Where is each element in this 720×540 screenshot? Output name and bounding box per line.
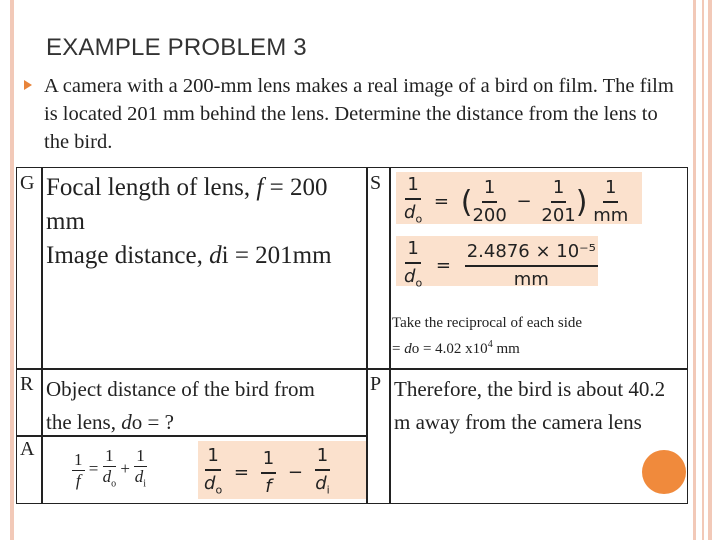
left-decorative-border	[10, 0, 14, 540]
given-image-label: Image distance,	[46, 242, 210, 269]
problem-statement: A camera with a 200-mm lens makes a real image of a bird on film. The film is located 201 mm behind the lens. Determine the distance from the lens to the bird.	[44, 75, 674, 153]
solution-equation-1: $\frac{1}{d_o}$ = ( $\frac{1}{200}$ − $\frac{1}{201}$ ) $\frac{1}{mm}$	[396, 172, 642, 224]
given-image-var: d	[209, 242, 222, 269]
solution-equation-2: $\frac{1}{d_o}$ = $\frac{\text{2.4876 × 10⁻⁵}}{mm}$	[396, 236, 598, 286]
grid-line	[366, 168, 368, 503]
grid-line	[389, 168, 391, 503]
given-focal-var: f	[256, 174, 264, 201]
grid-line	[16, 368, 688, 370]
right-decorative-border	[708, 0, 712, 540]
given-cell	[46, 171, 366, 273]
given-focal-value: = 200 mm	[46, 174, 328, 235]
given-letter: G	[20, 172, 35, 194]
decorative-circle	[642, 450, 686, 494]
paraphrase-letter: P	[370, 373, 382, 395]
slide-title: EXAMPLE PROBLEM 3	[46, 34, 307, 61]
analysis-letter: A	[20, 438, 35, 460]
right-decorative-border	[702, 0, 704, 540]
grid-line	[41, 168, 43, 503]
bullet-icon	[24, 80, 32, 90]
required-cell: Object distance of the bird from the lens, do = ?	[46, 377, 315, 434]
right-decorative-border	[693, 0, 696, 540]
given-image-sub: i	[221, 242, 229, 269]
given-image-value: = 201mm	[228, 242, 332, 269]
solution-letter: S	[370, 172, 382, 194]
required-letter: R	[20, 373, 34, 395]
given-focal-label: Focal length of lens,	[46, 174, 257, 201]
solution-note: Take the reciprocal of each side = do = 4.02 $x10^4$ mm	[392, 315, 583, 357]
paraphrase-cell: Therefore, the bird is about 40.2 m away from the camera lens	[394, 377, 666, 434]
analysis-lens-equation: $\frac{1}{f}$ = $\frac{1}{d_o}$ + $\frac{1}{d_i}$	[74, 446, 147, 490]
analysis-rearranged-equation: $\frac{1}{d_o}$ = $\frac{1}{f}$ − $\frac{1}{d_i}$	[198, 441, 366, 499]
